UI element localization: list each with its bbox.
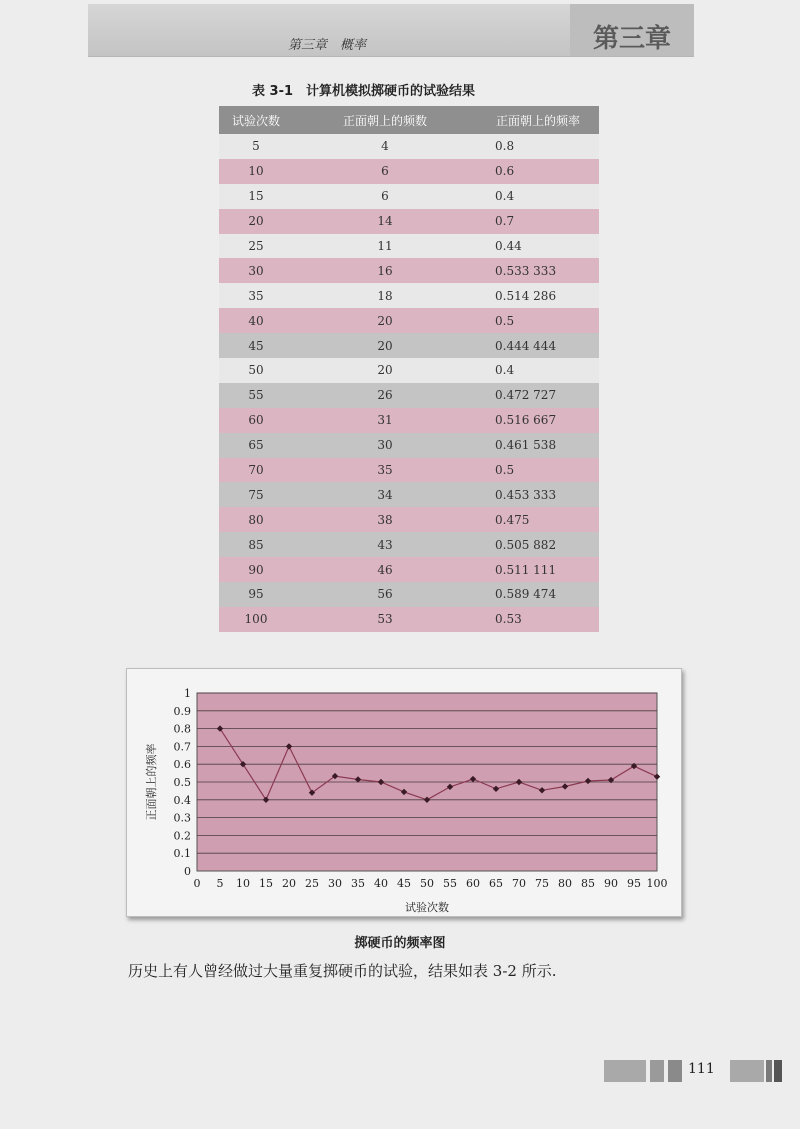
table-cell: 15 — [219, 184, 293, 209]
y-tick-label: 0.3 — [173, 811, 191, 825]
table-row — [219, 209, 599, 234]
table-cell: 14 — [293, 209, 477, 234]
table-cell: 35 — [293, 458, 477, 483]
table-cell: 18 — [293, 283, 477, 308]
table-row — [219, 283, 599, 308]
table-cell: 0.5 — [477, 308, 599, 333]
table-cell: 30 — [219, 258, 293, 283]
table-cell: 6 — [293, 184, 477, 209]
table-cell: 0.472 727 — [477, 383, 599, 408]
table-cell: 31 — [293, 408, 477, 433]
table-cell: 40 — [219, 308, 293, 333]
footer-bar-left-3 — [668, 1060, 682, 1082]
table-cell: 0.505 882 — [477, 532, 599, 557]
table-cell: 0.461 538 — [477, 433, 599, 458]
x-tick-label: 5 — [216, 877, 224, 890]
footer-bar-left — [604, 1060, 646, 1082]
column-header: 试验次数 — [219, 106, 293, 134]
table-cell: 0.53 — [477, 607, 599, 632]
column-header: 正面朝上的频率 — [477, 106, 599, 134]
table-cell: 0.453 333 — [477, 482, 599, 507]
x-tick-label: 20 — [282, 877, 296, 890]
table-row — [219, 458, 599, 483]
table-cell: 25 — [219, 234, 293, 259]
table-cell: 100 — [219, 607, 293, 632]
table-cell: 30 — [293, 433, 477, 458]
x-tick-label: 45 — [397, 877, 411, 890]
y-tick-label: 0.6 — [173, 758, 191, 772]
chapter-header — [88, 4, 694, 57]
chart-frame — [126, 668, 682, 917]
x-tick-label: 75 — [535, 877, 549, 890]
table-cell: 0.5 — [477, 458, 599, 483]
table-cell: 0.444 444 — [477, 333, 599, 358]
x-tick-label: 50 — [420, 877, 434, 890]
x-tick-label: 80 — [558, 877, 572, 890]
table-cell: 0.516 667 — [477, 408, 599, 433]
x-tick-label: 70 — [512, 877, 526, 890]
table-row — [219, 333, 599, 358]
table-cell: 20 — [293, 308, 477, 333]
x-tick-label: 30 — [328, 877, 342, 890]
x-tick-label: 0 — [193, 877, 201, 890]
table-row — [219, 482, 599, 507]
table-cell: 0.4 — [477, 184, 599, 209]
table-cell: 20 — [219, 209, 293, 234]
footer-bar-right-3 — [774, 1060, 782, 1082]
chart-caption: 掷硬币的频率图 — [354, 936, 446, 951]
column-header: 正面朝上的频数 — [293, 106, 477, 134]
table-cell: 34 — [293, 482, 477, 507]
results-table — [219, 106, 599, 632]
x-tick-label: 65 — [489, 877, 503, 890]
table-cell: 0.514 286 — [477, 283, 599, 308]
page-number: 111 — [688, 1061, 715, 1077]
chapter-badge: 第三章 — [570, 4, 694, 56]
table-cell: 16 — [293, 258, 477, 283]
chapter-label: 第三章 概率 — [288, 38, 367, 53]
table-row — [219, 607, 599, 632]
table-row — [219, 258, 599, 283]
y-tick-label: 0.8 — [173, 722, 191, 736]
table-cell: 0.8 — [477, 134, 599, 159]
table-cell: 45 — [219, 333, 293, 358]
x-axis-label: 试验次数 — [405, 901, 449, 914]
table-row — [219, 433, 599, 458]
table-cell: 5 — [219, 134, 293, 159]
frequency-line-chart — [127, 669, 681, 916]
y-tick-label: 0.1 — [173, 847, 191, 861]
table-cell: 11 — [293, 234, 477, 259]
y-tick-label: 0.4 — [173, 793, 191, 807]
table-cell: 0.533 333 — [477, 258, 599, 283]
table-cell: 80 — [219, 507, 293, 532]
table-header-row — [219, 106, 599, 134]
table-cell: 0.6 — [477, 159, 599, 184]
table-cell: 35 — [219, 283, 293, 308]
x-tick-label: 15 — [259, 877, 273, 890]
x-tick-label: 35 — [351, 877, 365, 890]
y-tick-label: 0.2 — [173, 829, 191, 843]
table-cell: 56 — [293, 582, 477, 607]
table-cell: 0.4 — [477, 358, 599, 383]
table-row — [219, 358, 599, 383]
x-tick-label: 10 — [236, 877, 250, 890]
body-paragraph: 历史上有人曾经做过大量重复掷硬币的试验，结果如表 3-2 所示. — [128, 962, 557, 980]
table-cell: 0.589 474 — [477, 582, 599, 607]
table-title: 表 3-1 计算机模拟掷硬币的试验结果 — [252, 84, 476, 99]
table-cell: 85 — [219, 532, 293, 557]
table-cell: 10 — [219, 159, 293, 184]
table-cell: 6 — [293, 159, 477, 184]
footer-bar-right-2 — [766, 1060, 772, 1082]
table-cell: 43 — [293, 532, 477, 557]
table-cell: 0.7 — [477, 209, 599, 234]
table-cell: 46 — [293, 557, 477, 582]
y-tick-label: 0 — [184, 865, 191, 878]
x-tick-label: 85 — [581, 877, 595, 890]
table-row — [219, 383, 599, 408]
y-tick-label: 0.7 — [173, 740, 191, 754]
table-cell: 26 — [293, 383, 477, 408]
table-cell: 20 — [293, 358, 477, 383]
x-tick-label: 60 — [466, 877, 480, 890]
table-cell: 75 — [219, 482, 293, 507]
footer-bar-left-2 — [650, 1060, 664, 1082]
table-cell: 0.511 111 — [477, 557, 599, 582]
x-tick-label: 55 — [443, 877, 457, 890]
table-cell: 95 — [219, 582, 293, 607]
table-cell: 0.44 — [477, 234, 599, 259]
table-cell: 55 — [219, 383, 293, 408]
table-row — [219, 234, 599, 259]
y-tick-label: 0.5 — [173, 776, 191, 789]
table-row — [219, 159, 599, 184]
table-cell: 0.475 — [477, 507, 599, 532]
y-tick-label: 1 — [184, 687, 191, 700]
table-row — [219, 507, 599, 532]
table-row — [219, 308, 599, 333]
table-cell: 50 — [219, 358, 293, 383]
x-tick-label: 95 — [627, 877, 641, 890]
x-tick-label: 100 — [646, 877, 668, 890]
table-row — [219, 582, 599, 607]
y-axis-label: 正面朝上的频率 — [145, 743, 158, 821]
table-cell: 20 — [293, 333, 477, 358]
table-row — [219, 557, 599, 582]
table-row — [219, 532, 599, 557]
x-tick-label: 25 — [305, 877, 319, 890]
table-cell: 38 — [293, 507, 477, 532]
table-row — [219, 134, 599, 159]
x-tick-label: 40 — [374, 877, 388, 890]
table-cell: 65 — [219, 433, 293, 458]
table-cell: 4 — [293, 134, 477, 159]
table-cell: 53 — [293, 607, 477, 632]
x-tick-label: 90 — [604, 877, 618, 890]
table-cell: 60 — [219, 408, 293, 433]
table-cell: 70 — [219, 458, 293, 483]
table-cell: 90 — [219, 557, 293, 582]
table-row — [219, 184, 599, 209]
footer-bar-right — [730, 1060, 764, 1082]
y-tick-label: 0.9 — [173, 704, 191, 718]
table-row — [219, 408, 599, 433]
